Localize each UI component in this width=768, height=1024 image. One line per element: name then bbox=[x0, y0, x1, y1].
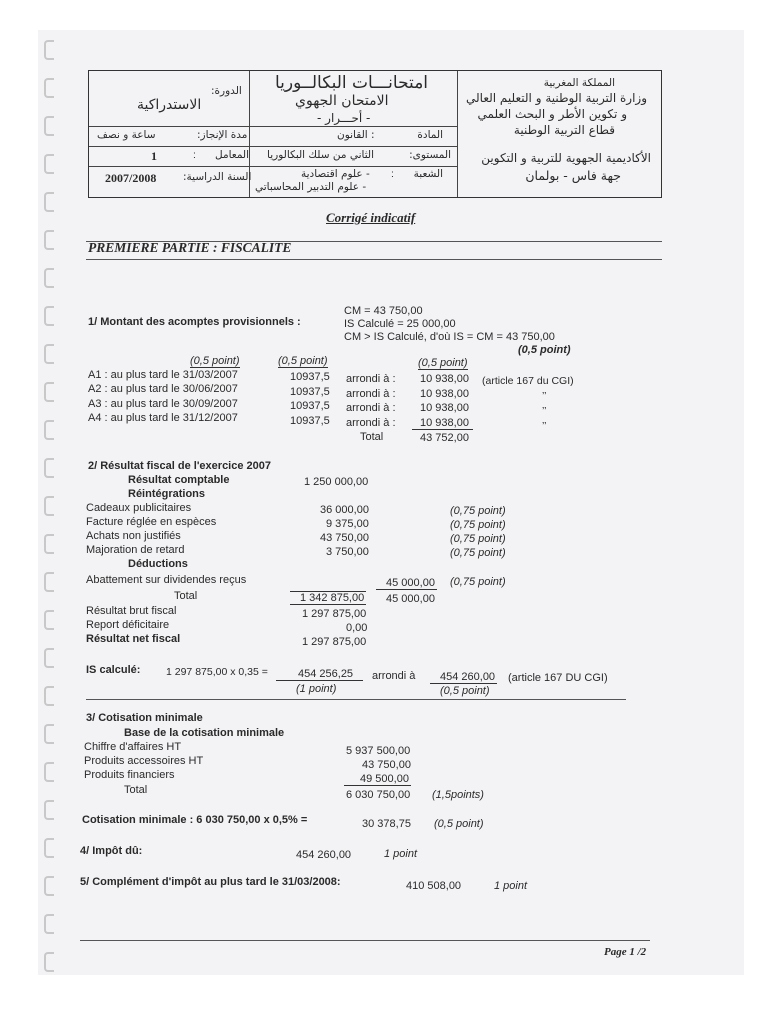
duration-label: مدة الإنجاز: bbox=[197, 129, 248, 141]
col-point-2: (0,5 point) bbox=[278, 355, 328, 367]
is-rounded-value: 454 260,00 bbox=[430, 671, 497, 684]
reintegration-value: 3 750,00 bbox=[326, 546, 369, 558]
base-row-label: Produits financiers bbox=[84, 769, 175, 781]
acompte-row-note: (article 167 du CGI) bbox=[482, 375, 574, 387]
resultat-brut-label: Résultat brut fiscal bbox=[86, 605, 177, 617]
base-total-value: 6 030 750,00 bbox=[346, 789, 411, 801]
subject-value: : القانون bbox=[337, 129, 375, 141]
acompte-row-rounded: 10 938,00 bbox=[420, 402, 469, 414]
session-label: الدورة: bbox=[211, 85, 242, 97]
complement-value: 410 508,00 bbox=[406, 880, 462, 892]
base-row-value: 43 750,00 bbox=[362, 759, 411, 771]
resultat-comptable-value: 1 250 000,00 bbox=[304, 476, 369, 488]
part-title: PREMIERE PARTIE : FISCALITE bbox=[88, 240, 292, 255]
cotisation-minimale-point: (0,5 point) bbox=[434, 818, 484, 830]
section-2-title: 2/ Résultat fiscal de l'exercice 2007 bbox=[88, 460, 272, 472]
is-note: (article 167 DU CGI) bbox=[508, 672, 608, 684]
deductions-label: Déductions bbox=[128, 558, 188, 570]
branch-value-2: - علوم التدبير المحاسباتي bbox=[255, 181, 367, 193]
is-value-point: (1 point) bbox=[296, 683, 337, 695]
cotisation-minimale-value: 30 378,75 bbox=[362, 818, 411, 830]
acompte-row-rounded-label: arrondi à : bbox=[346, 417, 396, 429]
school-year-label: السنة الدراسية: bbox=[183, 171, 252, 183]
branch-value-1: - علوم اقتصادية bbox=[301, 168, 370, 180]
reintegrations-label: Réintégrations bbox=[128, 488, 206, 500]
acompte-row-rounded: 10 938,00 bbox=[420, 373, 469, 385]
exam-header-table bbox=[88, 70, 662, 198]
acompte-row-rounded: 10 938,00 bbox=[412, 417, 473, 430]
acompte-row-amount: 10937,5 bbox=[290, 386, 330, 398]
reintegration-point: (0,75 point) bbox=[450, 519, 506, 531]
ministry-line-2: و تكوين الأطر و البحث العلمي bbox=[477, 107, 627, 121]
acompte-row-note: ’’ bbox=[542, 420, 547, 432]
exam-candidates: - أحـــرار - bbox=[317, 111, 371, 125]
s2-total-left: 1 342 875,00 bbox=[290, 591, 366, 605]
cm-point: (0,5 point) bbox=[518, 344, 571, 356]
reintegration-point: (0,75 point) bbox=[450, 533, 506, 545]
acompte-row-rounded-label: arrondi à : bbox=[346, 402, 396, 414]
reintegration-point: (0,75 point) bbox=[450, 547, 506, 559]
cm-line: CM = 43 750,00 bbox=[344, 305, 423, 317]
ministry-line-1: وزارة التربية الوطنية و التعليم العالي bbox=[466, 91, 647, 105]
acompte-row-rounded-label: arrondi à : bbox=[346, 388, 396, 400]
acompte-row-rounded-label: arrondi à : bbox=[346, 373, 396, 385]
reintegration-label: Achats non justifiés bbox=[86, 530, 181, 542]
is-calcule-line: IS Calculé = 25 000,00 bbox=[344, 318, 456, 330]
report-deficitaire-label: Report déficitaire bbox=[86, 619, 170, 631]
col-point-3: (0,5 point) bbox=[418, 357, 468, 369]
exam-title: امتحانـــات البكالــوريا bbox=[275, 73, 429, 93]
is-equals-cm-line: CM > IS Calculé, d'où IS = CM = 43 750,00 bbox=[344, 331, 555, 343]
reintegration-label: Facture réglée en espèces bbox=[86, 516, 217, 528]
spiral-binding bbox=[44, 40, 58, 970]
resultat-net-value: 1 297 875,00 bbox=[302, 636, 367, 648]
ministry-line-3: قطاع التربية الوطنية bbox=[513, 123, 615, 137]
acompte-total-label: Total bbox=[360, 431, 384, 443]
abattement-label: Abattement sur dividendes reçus bbox=[86, 574, 247, 586]
duration-value: ساعة و نصف bbox=[97, 129, 156, 141]
exam-subtitle: الامتحان الجهوي bbox=[295, 93, 389, 109]
region-line: جهة فاس - بولمان bbox=[525, 168, 621, 183]
acompte-row-amount: 10937,5 bbox=[290, 415, 330, 427]
reintegration-label: Cadeaux publicitaires bbox=[86, 502, 192, 514]
academy-line: الأكاديمية الجهوية للتربية و التكوين bbox=[481, 151, 651, 165]
reintegration-value: 9 375,00 bbox=[326, 518, 369, 530]
reintegration-value: 36 000,00 bbox=[320, 504, 369, 516]
level-label: المستوى: bbox=[409, 149, 451, 161]
impot-du-point: 1 point bbox=[384, 848, 418, 860]
section-1-title: 1/ Montant des acomptes provisionnels : bbox=[88, 316, 301, 328]
coefficient-value: 1 bbox=[151, 149, 157, 163]
base-total-label: Total bbox=[124, 784, 148, 796]
acompte-row-amount: 10937,5 bbox=[290, 400, 330, 412]
resultat-brut-value: 1 297 875,00 bbox=[302, 608, 367, 620]
acompte-row-note: ’’ bbox=[542, 405, 547, 417]
s2-total-right: 45 000,00 bbox=[386, 593, 435, 605]
is-value: 454 256,25 bbox=[276, 668, 363, 681]
acompte-row-label: A4 : au plus tard le 31/12/2007 bbox=[88, 412, 238, 424]
acompte-row-label: A2 : au plus tard le 30/06/2007 bbox=[88, 383, 238, 395]
section-5-title: 5/ Complément d'impôt au plus tard le 31/03/2008: bbox=[80, 876, 341, 888]
is-rounded-point: (0,5 point) bbox=[440, 685, 490, 697]
acompte-row-label: A3 : au plus tard le 30/09/2007 bbox=[88, 398, 238, 410]
branch-colon: : bbox=[391, 168, 394, 180]
acompte-row-note: ’’ bbox=[542, 390, 547, 402]
section-4-title: 4/ Impôt dû: bbox=[80, 845, 143, 857]
is-calcule-label: IS calculé: bbox=[86, 664, 141, 676]
is-rounded-label: arrondi à bbox=[372, 670, 416, 682]
acompte-total-value: 43 752,00 bbox=[420, 432, 469, 444]
s2-total-label: Total bbox=[174, 590, 198, 602]
report-deficitaire-value: 0,00 bbox=[346, 622, 368, 634]
cotisation-minimale-label: Cotisation minimale : 6 030 750,00 x 0,5% = bbox=[82, 814, 308, 826]
base-row-label: Chiffre d'affaires HT bbox=[84, 741, 182, 753]
base-cm-label: Base de la cotisation minimale bbox=[124, 727, 285, 739]
base-row-value: 49 500,00 bbox=[344, 773, 411, 786]
section-3-title: 3/ Cotisation minimale bbox=[86, 712, 203, 724]
base-row-label: Produits accessoires HT bbox=[84, 755, 204, 767]
acompte-row-rounded: 10 938,00 bbox=[420, 388, 469, 400]
base-total-point: (1,5points) bbox=[432, 789, 484, 801]
reintegration-point: (0,75 point) bbox=[450, 505, 506, 517]
complement-point: 1 point bbox=[494, 880, 528, 892]
is-formula: 1 297 875,00 x 0,35 = bbox=[166, 666, 268, 678]
session-value: الاستدراكية bbox=[137, 97, 202, 113]
coefficient-colon: : bbox=[193, 149, 196, 161]
reintegration-label: Majoration de retard bbox=[86, 544, 185, 556]
school-year-value: 2007/2008 bbox=[105, 171, 157, 185]
coefficient-label: المعامل bbox=[215, 149, 250, 161]
resultat-net-label: Résultat net fiscal bbox=[86, 633, 181, 645]
impot-du-value: 454 260,00 bbox=[296, 849, 352, 861]
reintegration-value: 43 750,00 bbox=[320, 532, 369, 544]
base-row-value: 5 937 500,00 bbox=[346, 745, 411, 757]
col-point-1: (0,5 point) bbox=[190, 355, 240, 367]
subject-label: المادة bbox=[417, 129, 443, 141]
branch-label: الشعبة bbox=[413, 168, 443, 180]
kingdom-label: المملكة المغربية bbox=[543, 77, 615, 89]
abattement-point: (0,75 point) bbox=[450, 576, 506, 588]
abattement-value: 45 000,00 bbox=[376, 577, 437, 590]
acompte-row-label: A1 : au plus tard le 31/03/2007 bbox=[88, 369, 238, 381]
level-value: الثاني من سلك البكالوريا bbox=[267, 149, 375, 161]
document-title: Corrigé indicatif bbox=[326, 210, 416, 225]
page-number: Page 1 /2 bbox=[604, 946, 647, 958]
resultat-comptable-label: Résultat comptable bbox=[128, 474, 230, 486]
acompte-row-amount: 10937,5 bbox=[290, 371, 330, 383]
